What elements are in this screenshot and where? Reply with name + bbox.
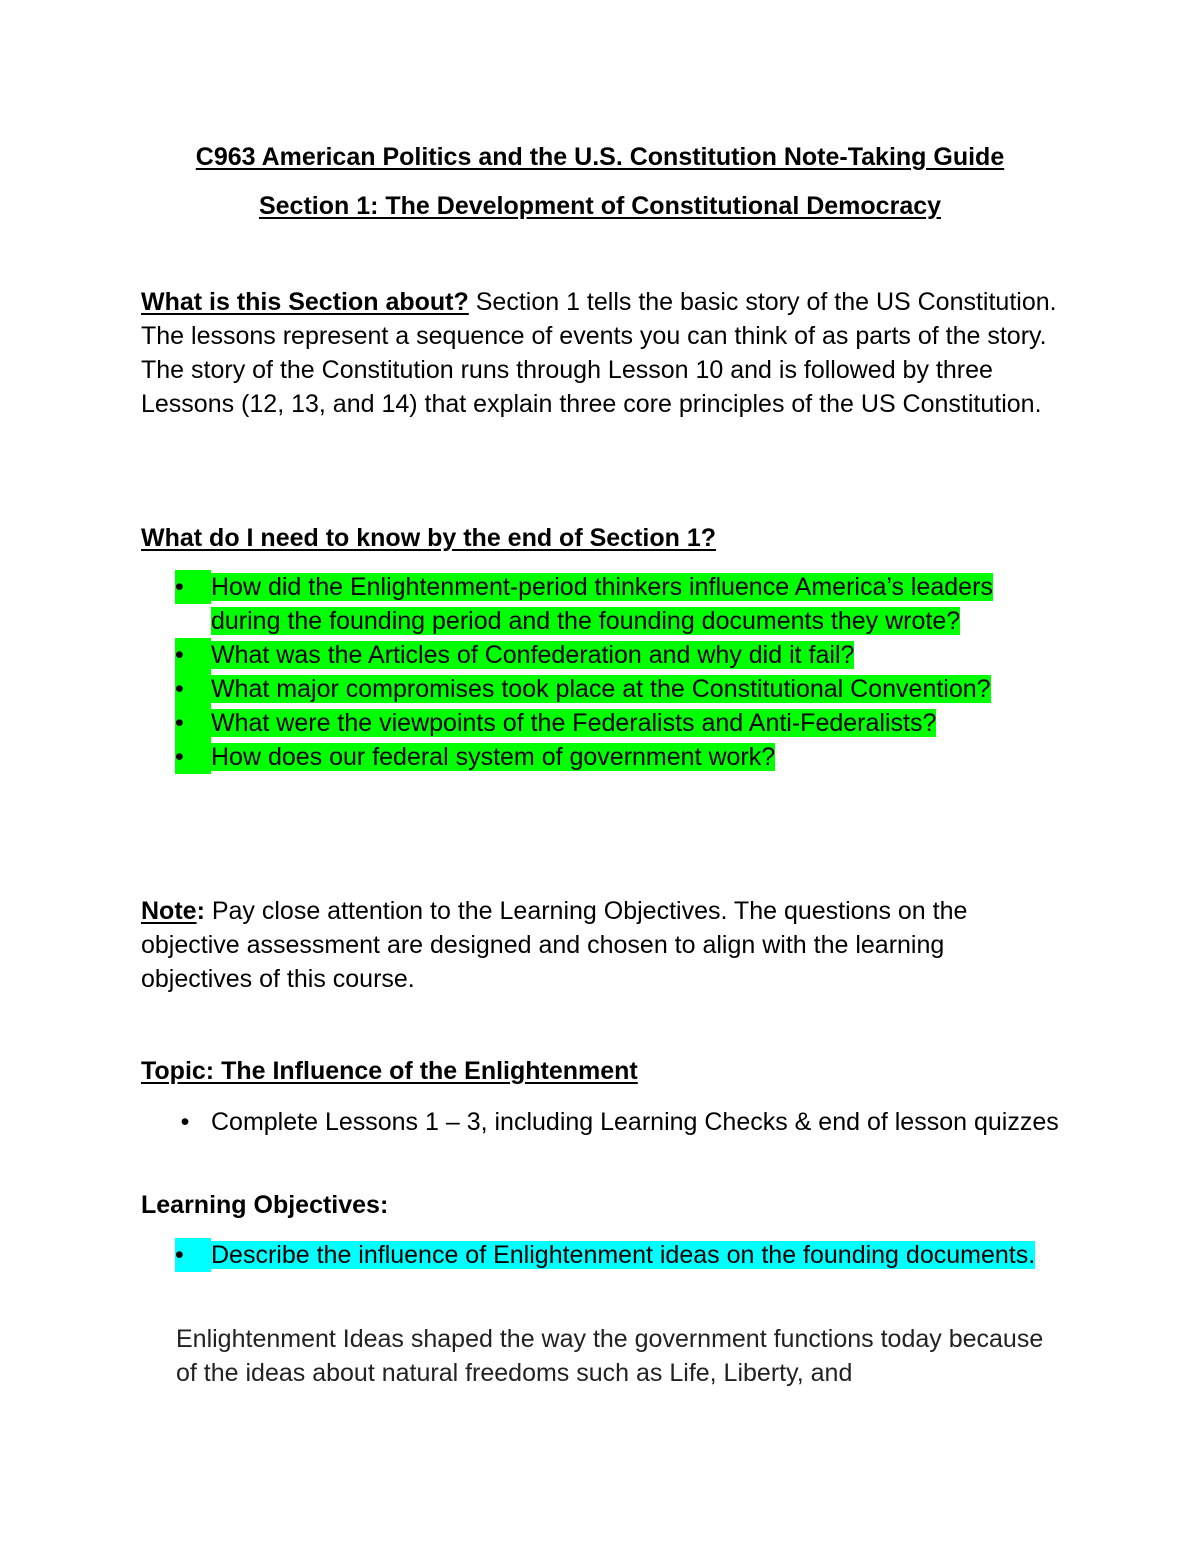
bullet-icon: • — [180, 1108, 190, 1136]
note-paragraph — [141, 894, 1061, 996]
need-to-know-heading: What do I need to know by the end of Section 1? — [141, 524, 717, 552]
note-text: Pay close attention to the Learning Objectives. The questions on the objective assessment are designed and chosen to align with the learning objectives of this course. — [141, 897, 968, 993]
learning-objectives-list — [141, 1238, 1061, 1272]
bullet-icon: • — [175, 740, 211, 774]
list-item-text: Complete Lessons 1 – 3, including Learning Checks & end of lesson quizzes — [211, 1108, 1059, 1136]
list-item-text: Describe the influence of Enlightenment ideas on the founding documents. — [211, 1241, 1036, 1269]
topic-task-list — [141, 1105, 1061, 1139]
section-subtitle: Section 1: The Development of Constitutional Democracy — [258, 192, 942, 220]
list-item — [141, 740, 1061, 774]
list-item-text: How did the Enlightenment-period thinkers influence America’s leaders during the founding period and the founding documents they wrote? — [211, 573, 993, 635]
bullet-icon: • — [175, 706, 211, 740]
list-item — [141, 1105, 1061, 1139]
bullet-icon: • — [175, 638, 211, 672]
list-item-text: How does our federal system of government work? — [211, 743, 776, 771]
list-item — [141, 672, 1061, 706]
list-item-text: What major compromises took place at the Constitutional Convention? — [211, 675, 991, 703]
bullet-icon: • — [175, 570, 211, 604]
document-title: C963 American Politics and the U.S. Constitution Note-Taking Guide — [195, 143, 1005, 171]
bullet-icon: • — [175, 672, 211, 706]
note-label: Note — [141, 897, 197, 925]
section-about-text: Section 1 tells the basic story of the US Constitution. The lessons represent a sequence of events you can think of as parts of the story. The story of the Constitution runs through Lesson 10 and is followed by three Lessons (12, 13, and 14) that explain three core principles of the US Constitution. — [141, 288, 1057, 418]
list-item — [141, 638, 1061, 672]
need-to-know-list — [141, 570, 1061, 774]
list-item-text: What was the Articles of Confederation and why did it fail? — [211, 641, 855, 669]
list-item — [141, 570, 1061, 638]
bullet-icon: • — [175, 1238, 211, 1272]
topic-heading: Topic: The Influence of the Enlightenment — [141, 1057, 638, 1085]
list-item-text: What were the viewpoints of the Federalists and Anti-Federalists? — [211, 709, 937, 737]
section-about-label: What is this Section about? — [141, 288, 469, 316]
answer-paragraph: Enlightenment Ideas shaped the way the government functions today because of the ideas about natural freedoms such as Life, Liberty, and — [176, 1325, 1044, 1387]
note-colon: : — [196, 897, 205, 925]
list-item — [141, 1238, 1061, 1272]
learning-objectives-heading: Learning Objectives: — [141, 1191, 389, 1219]
section-about-paragraph — [141, 285, 1061, 421]
list-item — [141, 706, 1061, 740]
